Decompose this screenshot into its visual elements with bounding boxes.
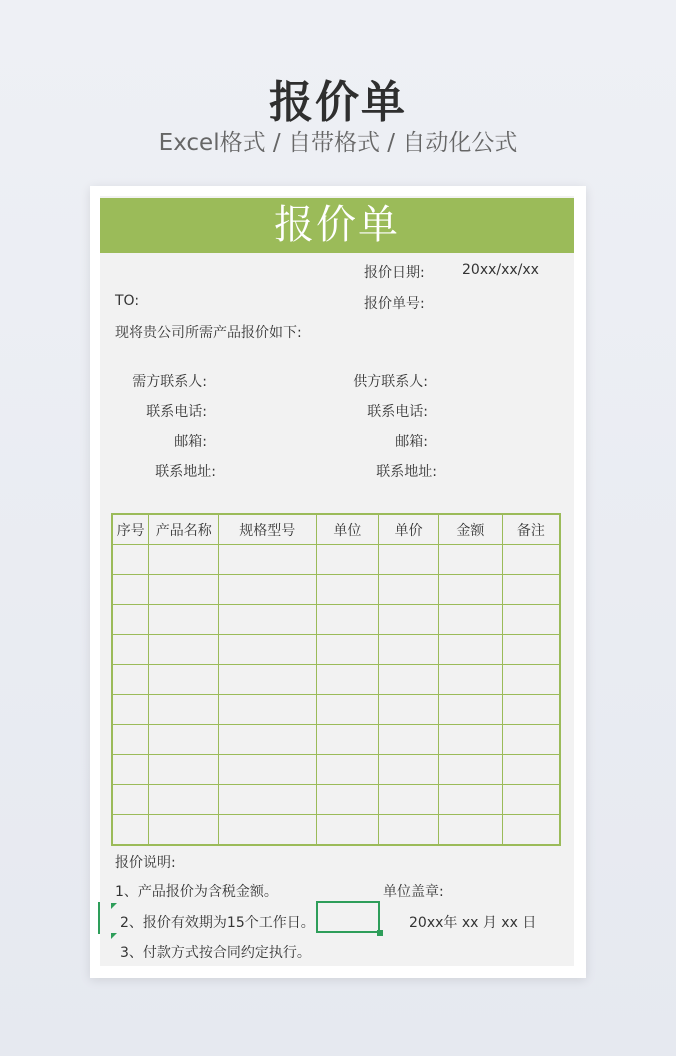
fill-handle[interactable]: [377, 930, 383, 936]
selected-cell[interactable]: [316, 901, 380, 933]
header-cell-unit[interactable]: 单位: [316, 514, 379, 545]
header-cell-product-name[interactable]: 产品名称: [149, 514, 219, 545]
table-cell[interactable]: [149, 785, 219, 815]
table-cell[interactable]: [149, 605, 219, 635]
table-cell[interactable]: [439, 695, 503, 725]
seller-address-label[interactable]: 联系地址:: [376, 464, 437, 480]
table-cell[interactable]: [502, 665, 560, 695]
table-cell[interactable]: [149, 755, 219, 785]
buyer-phone-label[interactable]: 联系电话:: [146, 404, 207, 420]
header-cell-spec[interactable]: 规格型号: [219, 514, 317, 545]
table-cell[interactable]: [149, 665, 219, 695]
table-cell[interactable]: [379, 815, 439, 846]
table-cell[interactable]: [316, 815, 379, 846]
spreadsheet[interactable]: [100, 196, 574, 966]
table-cell[interactable]: [219, 635, 317, 665]
notes-heading[interactable]: 报价说明:: [115, 855, 176, 871]
table-cell[interactable]: [379, 755, 439, 785]
header-cell-remarks[interactable]: 备注: [502, 514, 560, 545]
table-cell[interactable]: [439, 755, 503, 785]
header-cell-unit-price[interactable]: 单价: [379, 514, 439, 545]
table-cell[interactable]: [219, 725, 317, 755]
table-header-row: [112, 514, 560, 545]
table-cell[interactable]: [439, 725, 503, 755]
table-cell[interactable]: [149, 575, 219, 605]
table-cell[interactable]: [219, 755, 317, 785]
buyer-email-label[interactable]: 邮箱:: [174, 434, 207, 450]
table-cell[interactable]: [112, 695, 149, 725]
table-cell[interactable]: [502, 755, 560, 785]
to-label[interactable]: TO:: [115, 293, 140, 309]
table-cell[interactable]: [379, 635, 439, 665]
table-cell[interactable]: [439, 575, 503, 605]
table-cell[interactable]: [219, 575, 317, 605]
table-cell[interactable]: [439, 665, 503, 695]
table-cell[interactable]: [149, 545, 219, 575]
table-cell[interactable]: [149, 635, 219, 665]
table-cell[interactable]: [439, 815, 503, 846]
note-item-3[interactable]: 3、付款方式按合同约定执行。: [120, 945, 311, 961]
table-cell[interactable]: [316, 785, 379, 815]
sheet-title-banner[interactable]: 报价单: [100, 198, 574, 253]
table-row: [112, 815, 560, 846]
table-cell[interactable]: [316, 665, 379, 695]
table-row: [112, 755, 560, 785]
table-cell[interactable]: [316, 605, 379, 635]
table-cell[interactable]: [379, 695, 439, 725]
table-cell[interactable]: [316, 635, 379, 665]
comment-indicator-icon: [111, 933, 117, 939]
table-row: [112, 785, 560, 815]
table-cell[interactable]: [112, 605, 149, 635]
note-item-1[interactable]: 1、产品报价为含税金额。: [115, 884, 278, 900]
hero-title: 报价单: [269, 77, 407, 128]
comment-indicator-icon: [111, 903, 117, 909]
table-cell[interactable]: [502, 785, 560, 815]
buyer-address-label[interactable]: 联系地址:: [155, 464, 216, 480]
table-cell[interactable]: [219, 695, 317, 725]
table-cell[interactable]: [219, 665, 317, 695]
quote-table[interactable]: [111, 513, 561, 846]
table-row: [112, 605, 560, 635]
table-cell[interactable]: [112, 725, 149, 755]
table-cell[interactable]: [316, 545, 379, 575]
date-line[interactable]: 20xx年 xx 月 xx 日: [409, 915, 537, 931]
table-cell[interactable]: [379, 605, 439, 635]
table-cell[interactable]: [379, 725, 439, 755]
table-cell[interactable]: [112, 755, 149, 785]
hero-subtitle: Excel格式 / 自带格式 / 自动化公式: [158, 130, 518, 156]
table-cell[interactable]: [379, 545, 439, 575]
table-row: [112, 545, 560, 575]
table-cell[interactable]: [316, 695, 379, 725]
table-cell[interactable]: [219, 815, 317, 846]
row-selection-marker: [98, 902, 100, 934]
table-cell[interactable]: [502, 725, 560, 755]
note-item-2[interactable]: 2、报价有效期为15个工作日。: [120, 915, 315, 931]
header-cell-amount[interactable]: 金额: [439, 514, 503, 545]
seller-contact-label[interactable]: 供方联系人:: [353, 374, 428, 390]
table-cell[interactable]: [379, 785, 439, 815]
header-cell-index[interactable]: 序号: [112, 514, 149, 545]
table-cell[interactable]: [219, 605, 317, 635]
table-cell[interactable]: [502, 635, 560, 665]
table-row: [112, 725, 560, 755]
intro-text[interactable]: 现将贵公司所需产品报价如下:: [115, 325, 302, 341]
table-cell[interactable]: [316, 755, 379, 785]
table-row: [112, 635, 560, 665]
table-cell[interactable]: [379, 575, 439, 605]
table-cell[interactable]: [439, 545, 503, 575]
table-row: [112, 665, 560, 695]
buyer-contact-label[interactable]: 需方联系人:: [132, 374, 207, 390]
table-cell[interactable]: [112, 665, 149, 695]
table-cell[interactable]: [219, 545, 317, 575]
table-cell[interactable]: [502, 575, 560, 605]
table-cell[interactable]: [149, 695, 219, 725]
table-cell[interactable]: [112, 815, 149, 846]
table-cell[interactable]: [439, 605, 503, 635]
table-cell[interactable]: [219, 785, 317, 815]
table-cell[interactable]: [502, 815, 560, 846]
table-cell[interactable]: [502, 605, 560, 635]
table-cell[interactable]: [439, 785, 503, 815]
table-row: [112, 575, 560, 605]
table-cell[interactable]: [149, 725, 219, 755]
seller-email-label[interactable]: 邮箱:: [395, 434, 428, 450]
table-cell[interactable]: [112, 545, 149, 575]
table-cell[interactable]: [112, 635, 149, 665]
seller-phone-label[interactable]: 联系电话:: [367, 404, 428, 420]
table-cell[interactable]: [149, 815, 219, 846]
seal-label[interactable]: 单位盖章:: [383, 884, 444, 900]
table-cell[interactable]: [112, 785, 149, 815]
table-cell[interactable]: [379, 665, 439, 695]
table-row: [112, 695, 560, 725]
table-cell[interactable]: [316, 725, 379, 755]
quote-date-value[interactable]: 20xx/xx/xx: [462, 262, 539, 278]
table-cell[interactable]: [112, 575, 149, 605]
table-cell[interactable]: [316, 575, 379, 605]
table-cell[interactable]: [502, 545, 560, 575]
table-cell[interactable]: [439, 635, 503, 665]
quote-number-label[interactable]: 报价单号:: [364, 296, 425, 312]
table-cell[interactable]: [502, 695, 560, 725]
quote-date-label[interactable]: 报价日期:: [364, 265, 425, 281]
